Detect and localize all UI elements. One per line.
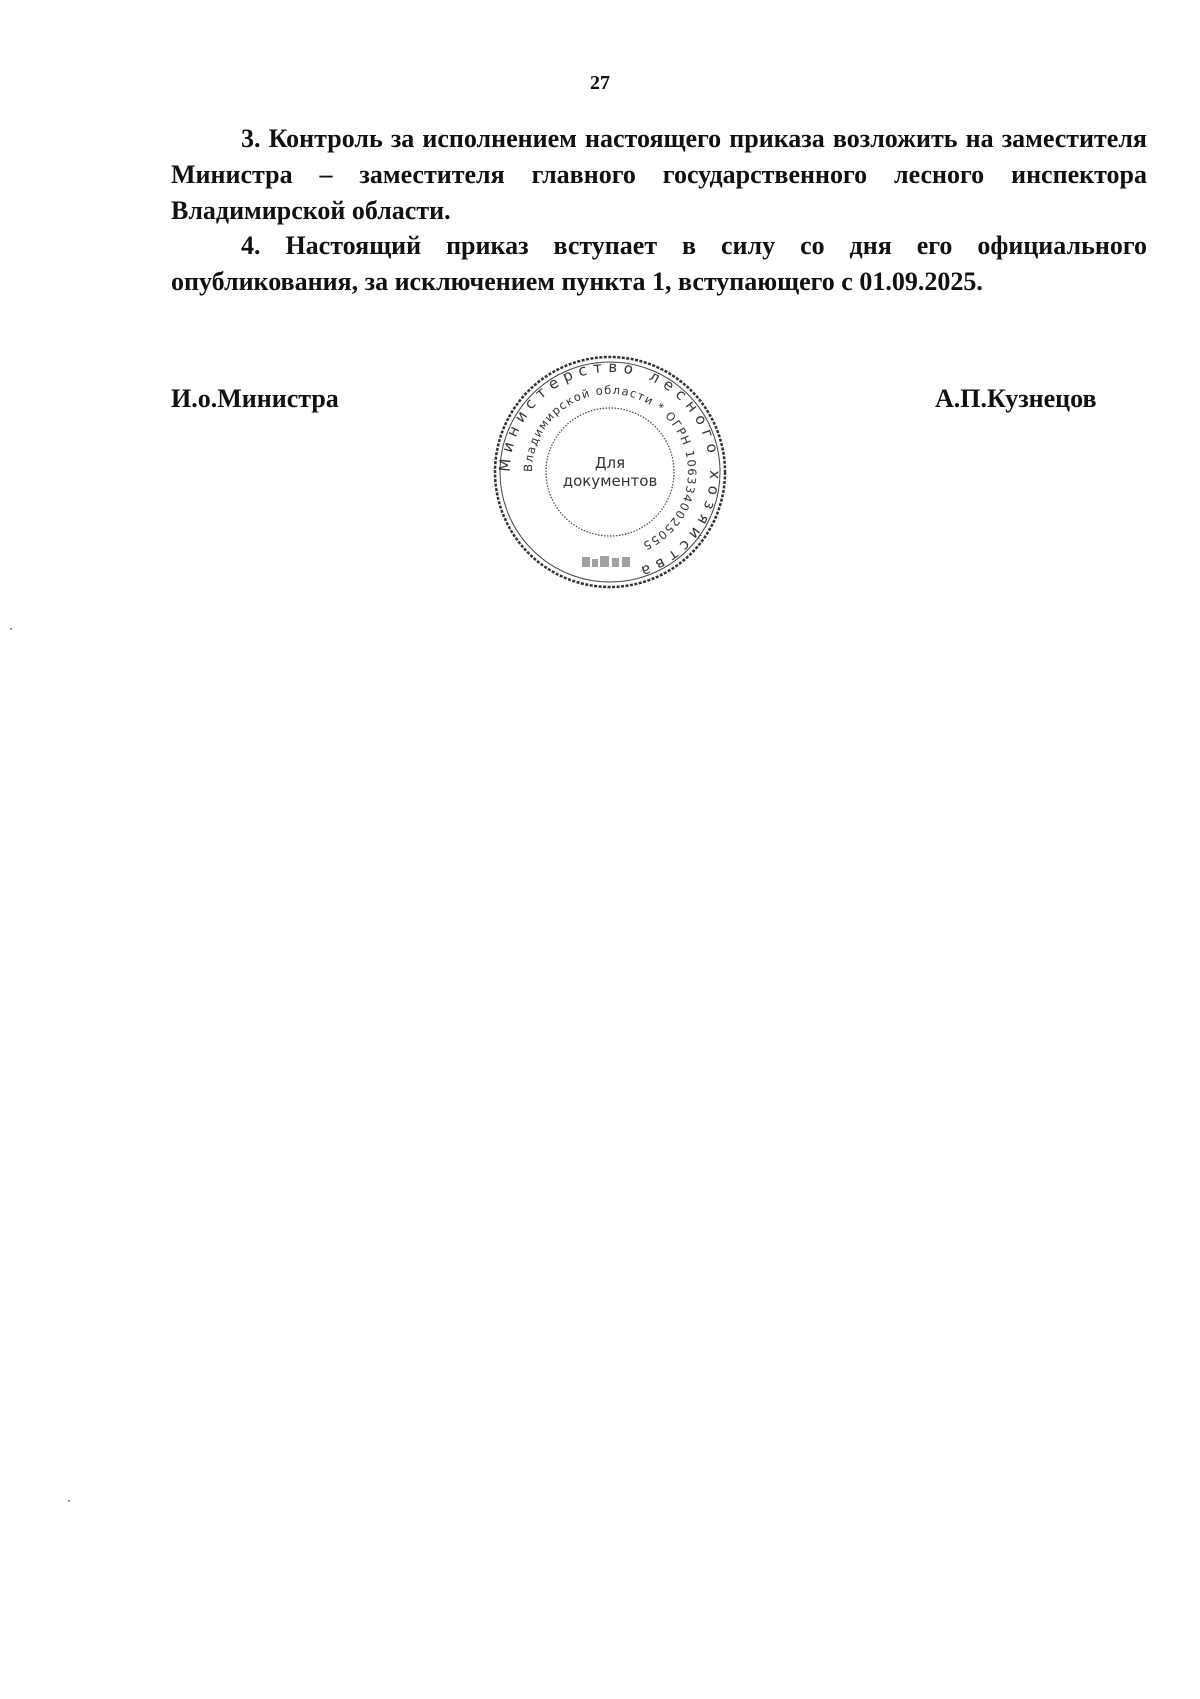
paragraph-3	[171, 121, 1147, 229]
paragraph-4-text: 4. Настоящий приказ вступает в силу со дня его официального опубликования, за исключением пункта 1, вступающего с 01.09.2025.	[171, 231, 1147, 296]
signatory-title: И.о.Министра	[171, 384, 339, 413]
paragraph-4	[171, 228, 1147, 300]
signatory-name: А.П.Кузнецов	[935, 384, 1097, 413]
svg-text:Владимирской области * ОГРН 10: Владимирской области * ОГРН 1063340025055	[520, 382, 700, 554]
svg-text:Министерство лесного хозяйства: Министерство лесного хозяйства	[495, 357, 725, 583]
stamp-smudge	[582, 556, 630, 567]
scan-speck	[10, 628, 12, 630]
stamp-center-line-1: Для	[594, 454, 626, 472]
page-number: 27	[590, 72, 610, 94]
official-seal-stamp	[490, 352, 730, 592]
paragraph-3-text: 3. Контроль за исполнением настоящего приказа возложить на заместителя Министра – заместителя главного государственного лесного инспектора Владимирской области.	[171, 124, 1147, 225]
stamp-center-line-2: документов	[562, 472, 658, 490]
scan-speck	[68, 1500, 70, 1502]
